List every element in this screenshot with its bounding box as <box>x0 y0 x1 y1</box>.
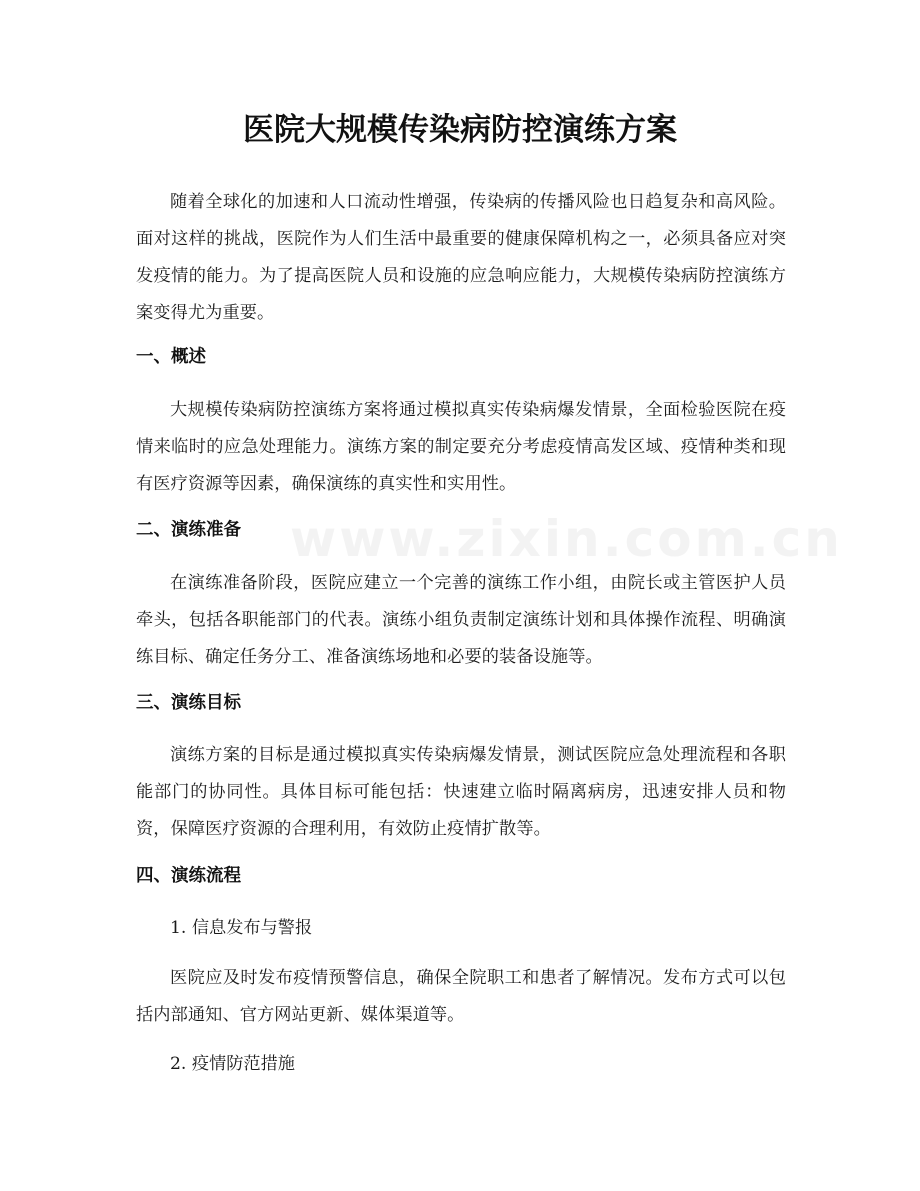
section-heading-preparation: 二、演练准备 <box>136 520 241 540</box>
subitem-body-alert: 医院应及时发布疫情预警信息，确保全院职工和患者了解情况。发布方式可以包括内部通知、官方网站更新、媒体渠道等。 <box>136 968 786 1025</box>
section-heading-process: 四、演练流程 <box>136 866 241 886</box>
document-title: 医院大规模传染病防控演练方案 <box>243 112 677 148</box>
watermark: www.zixin.com.cn <box>290 510 843 568</box>
subitem-label-alert: 1. 信息发布与警报 <box>170 918 313 938</box>
section-body-preparation: 在演练准备阶段，医院应建立一个完善的演练工作小组，由院长或主管医护人员牵头，包括各职能部门的代表。演练小组负责制定演练计划和具体操作流程、明确演练目标、确定任务分工、准备演练场地和必要的装备设施等。 <box>136 573 786 667</box>
intro-paragraph: 随着全球化的加速和人口流动性增强，传染病的传播风险也日趋复杂和高风险。面对这样的挑战，医院作为人们生活中最重要的健康保障机构之一，必须具备应对突发疫情的能力。为了提高医院人员和设施的应急响应能力，大规模传染病防控演练方案变得尤为重要。 <box>136 192 786 323</box>
section-body-goals: 演练方案的目标是通过模拟真实传染病爆发情景，测试医院应急处理流程和各职能部门的协同性。具体目标可能包括：快速建立临时隔离病房，迅速安排人员和物资，保障医疗资源的合理利用，有效防止疫情扩散等。 <box>136 745 786 839</box>
section-heading-goals: 三、演练目标 <box>136 693 241 713</box>
section-body-overview: 大规模传染病防控演练方案将通过模拟真实传染病爆发情景，全面检验医院在疫情来临时的应急处理能力。演练方案的制定要充分考虑疫情高发区域、疫情种类和现有医疗资源等因素，确保演练的真实性和实用性。 <box>136 400 786 494</box>
subitem-label-prevention: 2. 疫情防范措施 <box>170 1054 295 1074</box>
section-heading-overview: 一、概述 <box>136 347 206 367</box>
